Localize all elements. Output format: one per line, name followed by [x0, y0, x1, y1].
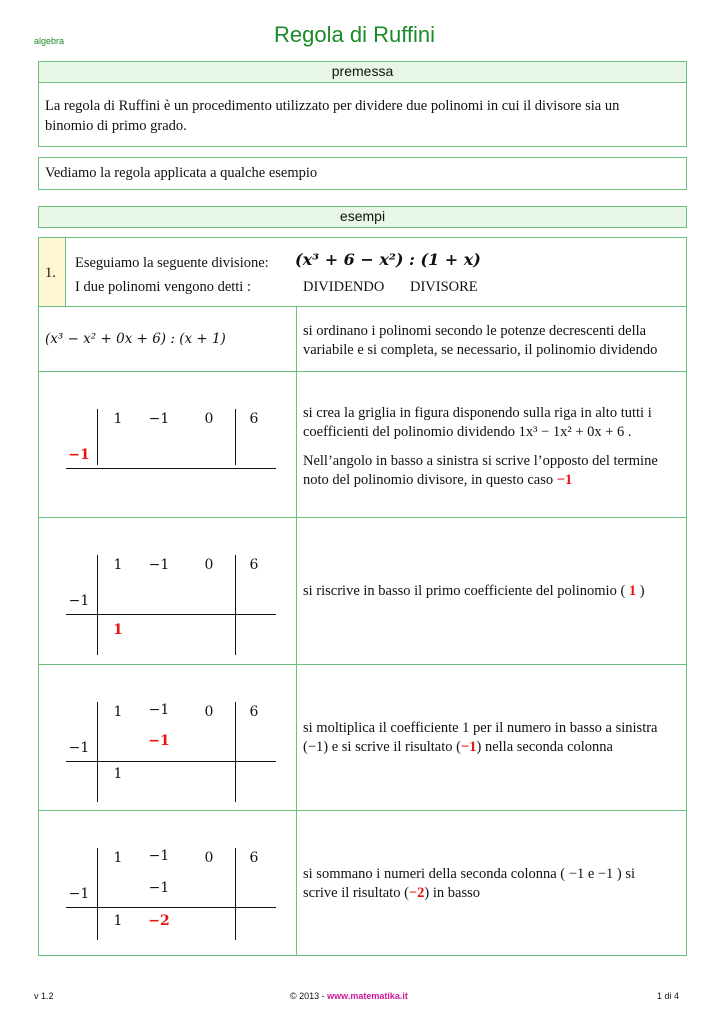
premessa-text-2: binomio di primo grado. — [45, 118, 187, 134]
example1-header — [38, 237, 687, 307]
coeff-1: 1 — [113, 704, 123, 720]
intro-box — [38, 157, 687, 190]
coeff-2: −1 — [148, 411, 170, 427]
dividendo-label: DIVIDENDO — [303, 279, 385, 295]
step5-desc-2: scrive il risultato (−2) in basso — [303, 885, 481, 901]
intro-text: Vediamo la regola applicata a qualche esempio — [45, 165, 318, 181]
step2-desc-3: Nell’angolo in basso a sinistra si scrive l’opposto del termine — [303, 453, 658, 469]
example-intro-text: Eseguiamo la seguente divisione: — [75, 255, 269, 271]
coeff-3: 0 — [204, 704, 214, 720]
steps-table — [38, 306, 687, 956]
premessa-box — [38, 82, 687, 147]
coeff-4: 6 — [249, 557, 259, 573]
coeff-2: −1 — [148, 557, 170, 573]
step2-desc-1: si crea la griglia in figura disponendo sulla riga in alto tutti i — [303, 405, 652, 421]
ruffini-grid — [39, 665, 296, 810]
page-title: Regola di Ruffini — [274, 22, 436, 47]
coeff-2: −1 — [148, 848, 170, 864]
coeff-1: 1 — [113, 850, 123, 866]
step4-desc-1: si moltiplica il coefficiente 1 per il numero in basso a sinistra — [303, 720, 658, 736]
middle-value: −1 — [148, 733, 170, 749]
page-number: 1 di 4 — [657, 991, 680, 1001]
step2-desc-4: noto del polinomio divisore, in questo caso −1 — [303, 472, 573, 488]
middle-value: −1 — [148, 880, 170, 896]
bottom-value-2: −2 — [148, 913, 170, 929]
example-division: (x³ + 6 − x²) : (1 + x) — [295, 250, 481, 269]
ruffini-grid — [39, 811, 296, 956]
divisor-value: −1 — [68, 740, 90, 756]
bottom-value-1: 1 — [113, 622, 123, 638]
ruffini-grid — [39, 518, 296, 664]
column-divider — [296, 307, 297, 955]
premessa-text-1: La regola di Ruffini è un procedimento utilizzato per dividere due polinomi in cui il divisore sia un — [45, 98, 620, 114]
step3-desc: si riscrive in basso il primo coefficiente del polinomio ( 1 ) — [303, 583, 645, 599]
premessa-heading: premessa — [38, 61, 687, 83]
step5-desc-1: si sommano i numeri della seconda colonna ( −1 e −1 ) si — [303, 866, 636, 882]
coeff-1: 1 — [113, 411, 123, 427]
site-link[interactable]: www.matematika.it — [327, 991, 408, 1001]
step1-desc-2: variabile e si completa, se necessario, il polinomio dividendo — [303, 342, 658, 358]
coeff-2: −1 — [148, 702, 170, 718]
coeff-3: 0 — [204, 411, 214, 427]
divisore-label: DIVISORE — [410, 279, 478, 295]
version-label: v 1.2 — [34, 991, 54, 1001]
example-polys-text: I due polinomi vengono detti : — [75, 279, 251, 295]
divisor-value: −1 — [68, 886, 90, 902]
subject-label: algebra — [34, 36, 65, 46]
esempi-heading: esempi — [38, 206, 687, 228]
coeff-3: 0 — [204, 850, 214, 866]
divisor-value: −1 — [68, 593, 90, 609]
coeff-4: 6 — [249, 704, 259, 720]
coeff-3: 0 — [204, 557, 214, 573]
ruffini-grid — [39, 372, 296, 517]
divisor-value: −1 — [68, 447, 90, 463]
example-number: 1. — [45, 265, 56, 281]
step1-formula: (x³ − x² + 0x + 6) : (x + 1) — [45, 331, 226, 347]
coeff-4: 6 — [249, 411, 259, 427]
bottom-value-1: 1 — [113, 766, 123, 782]
footer-copyright: © 2013 - www.matematika.it — [290, 991, 408, 1001]
step2-desc-2: coefficienti del polinomio dividendo 1x³ − 1x² + 0x + 6 . — [303, 424, 632, 440]
step1-desc-1: si ordinano i polinomi secondo le potenze decrescenti della — [303, 323, 647, 339]
bottom-value-1: 1 — [113, 913, 123, 929]
coeff-4: 6 — [249, 850, 259, 866]
coeff-1: 1 — [113, 557, 123, 573]
step4-desc-2: (−1) e si scrive il risultato (−1) nella seconda colonna — [303, 739, 613, 755]
